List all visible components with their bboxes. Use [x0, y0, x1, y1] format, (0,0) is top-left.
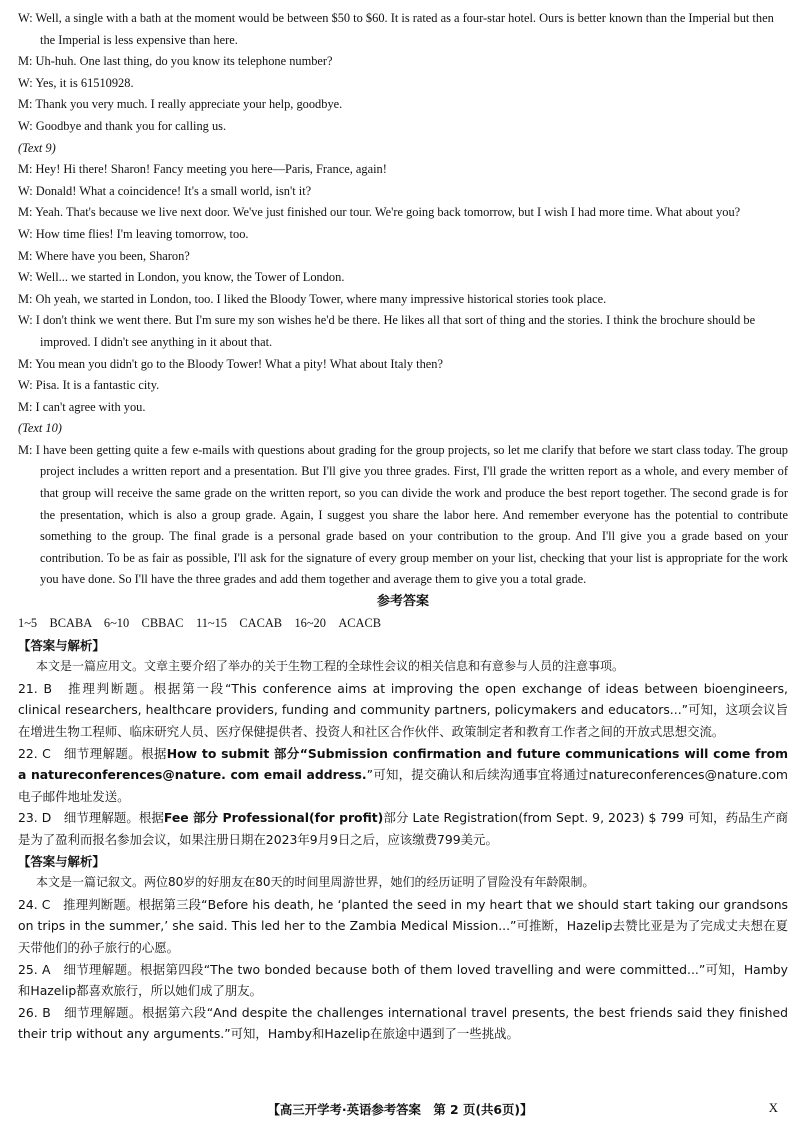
dialogue-line: W: Donald! What a coincidence! It's a small world, isn't it?: [18, 183, 312, 198]
footer-mark: X: [768, 1100, 778, 1115]
dialogue-line: M: Uh-huh. One last thing, do you know its telephone number?: [18, 54, 333, 69]
answer-page: [18, 8, 788, 1045]
analysis-item: [18, 678, 788, 743]
text-9-label: (Text 9): [18, 140, 56, 155]
question-number: 22. C: [18, 745, 51, 761]
dialogue-line: M: You mean you didn't go to the Bloody Tower! What a pity! What about Italy then?: [18, 356, 443, 371]
question-number: 24. C: [18, 896, 51, 912]
analysis-heading: 【答案与解析】: [18, 853, 105, 869]
dialogue-line: W: Well, a single with a bath at the moment would be between $50 to $60. It is rated as a four-star hotel. Ours is better known than the Imperial but then the Imperial is less expensive than here.: [18, 11, 774, 47]
analysis-item: [18, 959, 788, 1002]
analysis-text: 推理判断题。根据第三段“Before his death, he ‘planted the seed in my heart that we should start taking our grandsons on trips in the summer,’ she said. This led her to the Zambia Medical Mission...”可推断，Hazelip去赞比亚是为了完成丈夫想在夏天带他们的孙子旅行的心愿。: [18, 896, 788, 955]
analysis-text: 推理判断题。根据第一段“This conference aims at improving the open exchange of ideas between bioengineers, clinical researchers, healthcare providers, funding and community partners, policymakers and educators...”可知，这项会议旨在增进生物工程师、临床研究人员、医疗保健提供者、投资人和社区合作伙伴、政策制定者和教育工作者之间的开放式思想交流。: [18, 680, 788, 739]
dialogue-line: M: Yeah. That's because we live next door. We've just finished our tour. We're going back tomorrow, but I wish I had more time. What about you?: [18, 205, 741, 220]
question-number: 26. B: [18, 1004, 51, 1020]
dialogue-line: W: How time flies! I'm leaving tomorrow, too.: [18, 226, 249, 241]
dialogue-line: M: I can't agree with you.: [18, 399, 146, 414]
dialogue-line: W: Well... we started in London, you know, the Tower of London.: [18, 270, 345, 285]
answer-key: 1~5 BCABA 6~10 CBBAC 11~15 CACAB 16~20 ACACB: [18, 616, 382, 631]
analysis-intro: 本文是一篇记叙文。两位80岁的好朋友在80天的时间里周游世界，她们的经历证明了冒险没有年龄限制。: [36, 875, 595, 890]
analysis-text: 细节理解题。根据第四段“The two bonded because both of them loved travelling and were committed...”可知，Hamby和Hazelip都喜欢旅行，所以她们成了朋友。: [18, 961, 789, 999]
analysis-heading: 【答案与解析】: [18, 637, 105, 653]
analysis-item: [18, 1002, 788, 1045]
analysis-bold-text: How to submit 部分“Submission confirmation and future communications will come from a natureconferences@nature. com email address.: [18, 745, 789, 783]
dialogue-line: W: Goodbye and thank you for calling us.: [18, 118, 227, 133]
analysis-text: 细节理解题。根据第六段“And despite the challenges international travel presents, the best friends said they finished their trip without any arguments.”可知，Hamby和Hazelip在旅途中遇到了一些挑战。: [18, 1004, 788, 1042]
dialogue-top: [18, 8, 788, 138]
analysis-item: [18, 894, 788, 959]
dialogue-line: W: Pisa. It is a fantastic city.: [18, 378, 160, 393]
analysis-text: 部分 Late Registration(from Sept. 9, 2023) $ 799 可知，药品生产商是为了盈利而报名参加会议，如果注册日期在2023年9月9日之后，应该缴费799美元。: [18, 810, 789, 847]
answer-key-title: 参考答案: [376, 594, 429, 610]
analysis-text: 细节理解题。根据: [50, 745, 167, 761]
page-footer: 【高三开学考·英语参考答案 第 2 页(共6页)】: [267, 1102, 533, 1117]
dialogue-line: M: Hey! Hi there! Sharon! Fancy meeting you here—Paris, France, again!: [18, 162, 387, 177]
text-9-dialogue: [18, 159, 788, 418]
dialogue-line: M: Thank you very much. I really appreciate your help, goodbye.: [18, 97, 343, 112]
analysis-text: 细节理解题。根据: [51, 810, 164, 826]
dialogue-line: M: Oh yeah, we started in London, too. I liked the Bloody Tower, where many impressive historical stories took place.: [18, 291, 607, 306]
dialogue-line: M: Where have you been, Sharon?: [18, 248, 190, 263]
dialogue-line: W: I don't think we went there. But I'm sure my son wishes he'd be there. He likes all that sort of thing and the stories. I think the brochure should be improved. I didn't see anything in it about that.: [18, 313, 756, 349]
dialogue-line: W: Yes, it is 61510928.: [18, 75, 134, 90]
analysis-item: [18, 743, 788, 808]
text-10-monologue: M: I have been getting quite a few e-mails with questions about grading for the group projects, so let me clarify that before we start class today. The group project includes a written report and a presentation. But I'll give you three grades. First, I'll grade the written report as a whole, and every member of that group will receive the same grade on the written report, so you can divide the work and produce the best report together. The second grade is for the presentation, which is also a group grade. Again, I suggest you share the labor here. And remember everyone has the potential to contribute something to the group. The final grade is a personal grade based on your contribution to the group. And I'll give you a grade based on your contribution. To be as fair as possible, I'll ask for the signature of every group member on your list, checking that your list is appropriate for the work you have done. So I'll have the three grades and add them together and average them to give you a total grade.: [18, 442, 788, 587]
analysis-intro: 本文是一篇应用文。文章主要介绍了举办的关于生物工程的全球性会议的相关信息和有意参与人员的注意事项。: [36, 659, 625, 674]
question-number: 21. B: [18, 680, 53, 696]
question-number: 25. A: [18, 961, 51, 977]
question-number: 23. D: [18, 810, 52, 826]
text-10-label: (Text 10): [18, 421, 62, 436]
analysis-text: ”可知，提交确认和后续沟通事宜将通过natureconferences@nature.com电子邮件地址发送。: [18, 767, 788, 804]
analysis-item: [18, 807, 788, 850]
analysis-bold-text: Fee 部分 Professional(for profit): [163, 810, 384, 826]
